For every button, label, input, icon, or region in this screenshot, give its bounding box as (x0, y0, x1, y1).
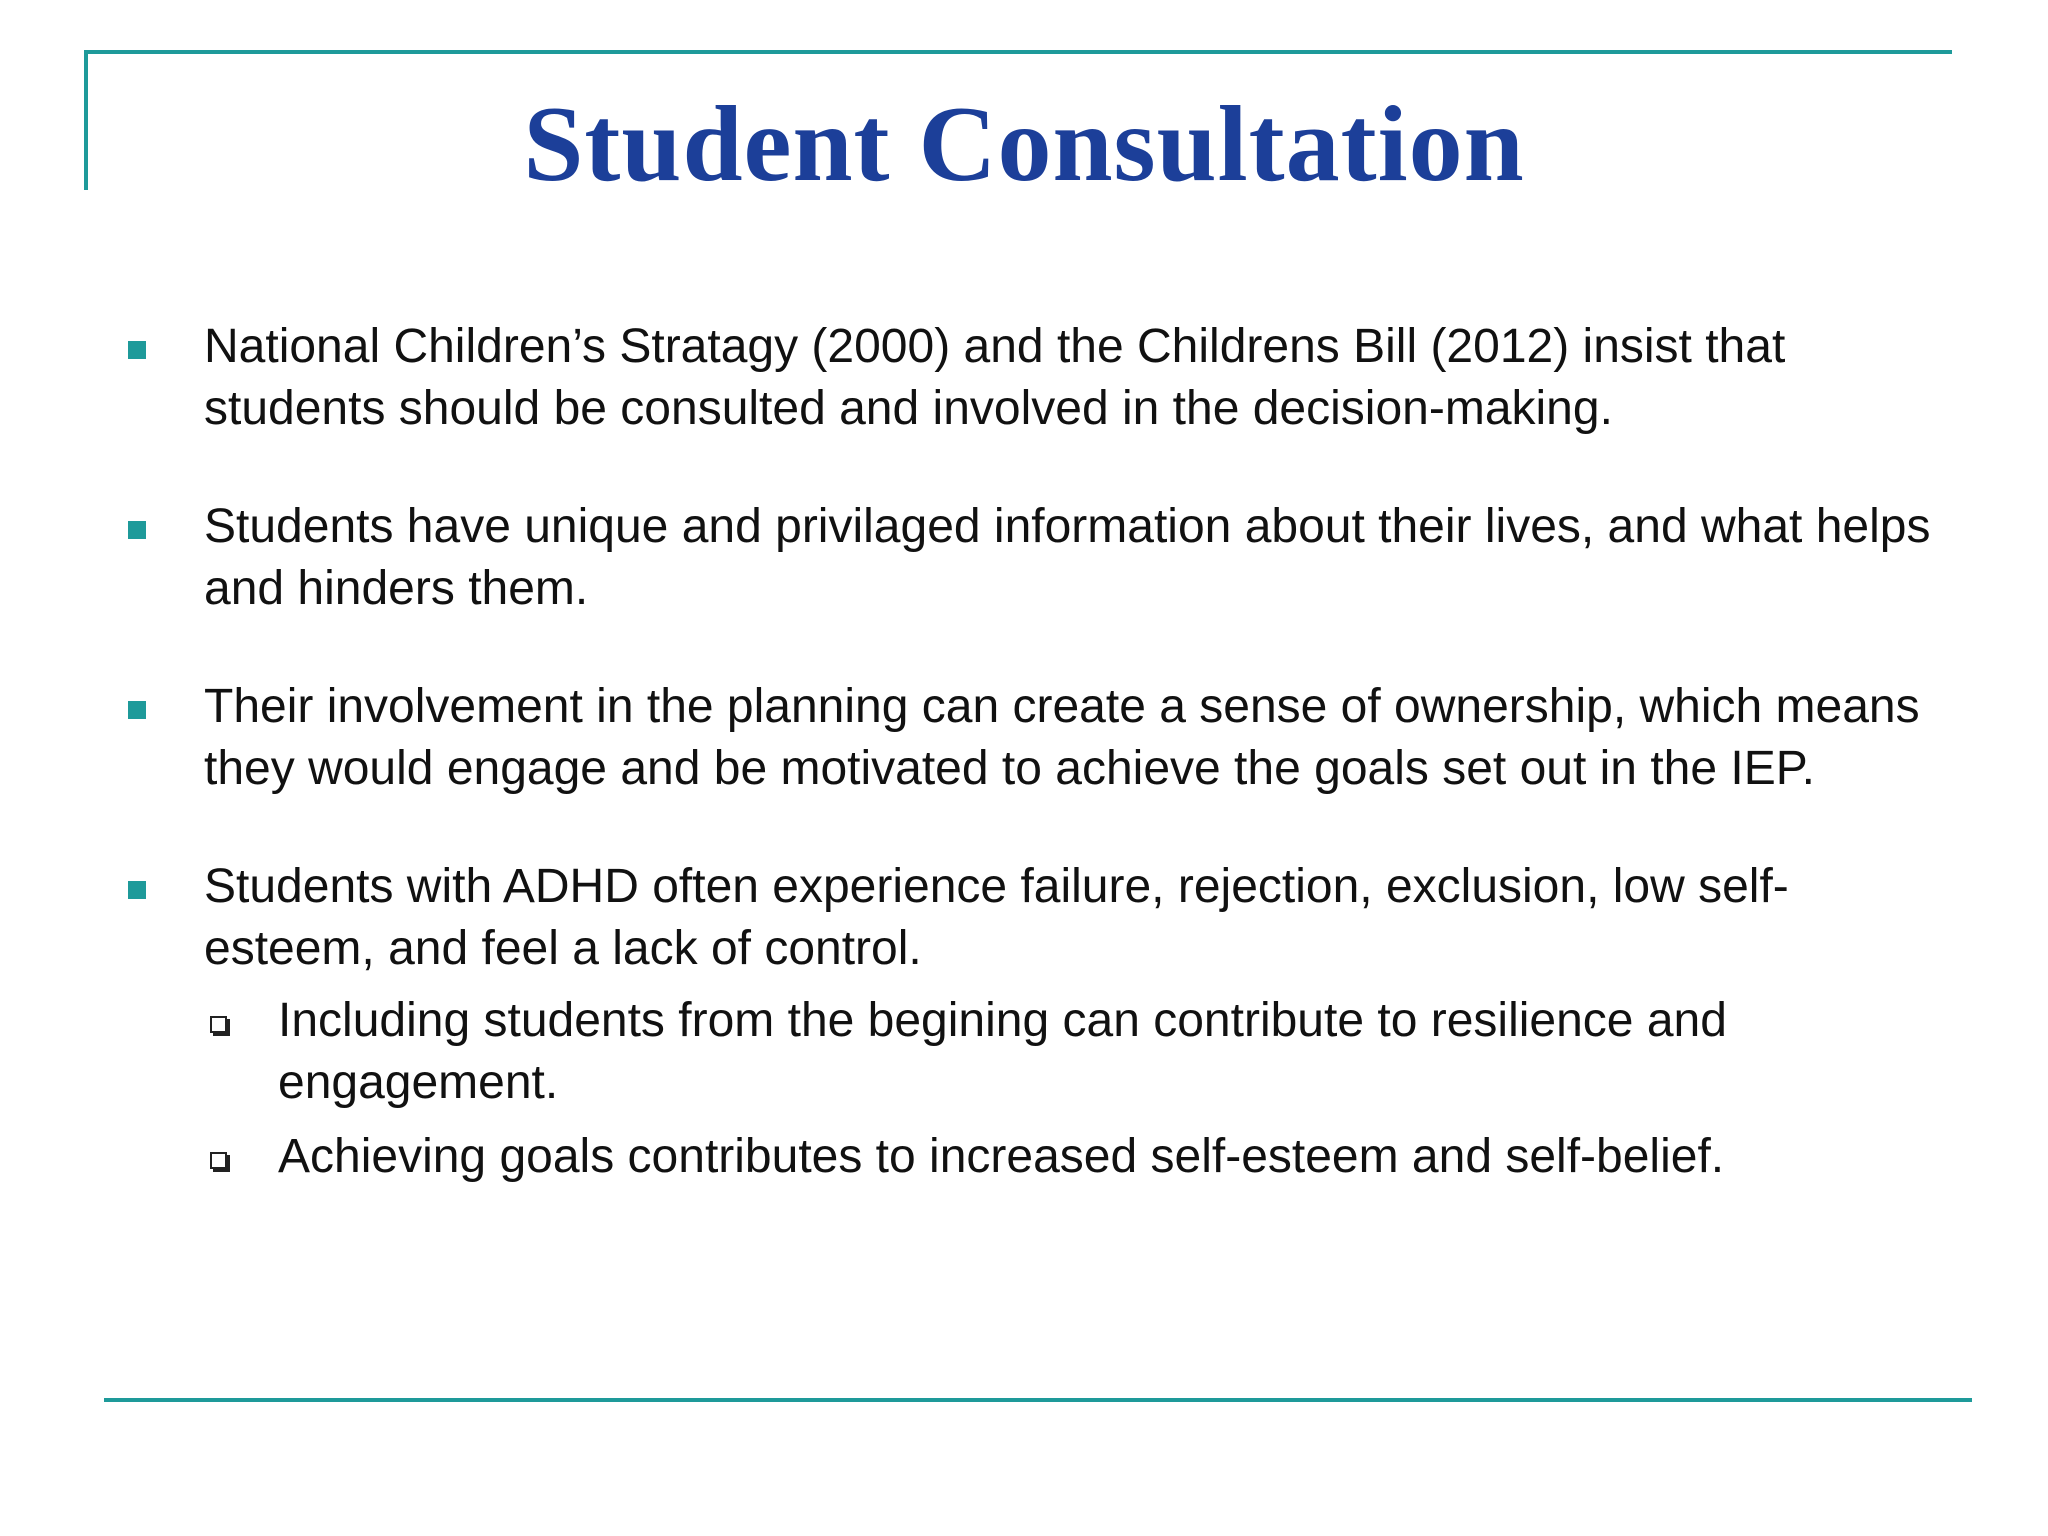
top-border-line (84, 50, 1952, 54)
sub-bullet-item (204, 1126, 1944, 1188)
square-bullet-icon (128, 521, 146, 539)
sub-bullet-text: Including students from the begining can contribute to resilience and engagement. (278, 994, 1727, 1109)
slide-title: Student Consultation (523, 85, 1525, 204)
bullet-text: Their involvement in the planning can create a sense of ownership, which means they would engage and be motivated to achieve the goals set out in the IEP. (204, 680, 1920, 795)
square-bullet-icon (128, 341, 146, 359)
bullet-item (124, 676, 1944, 800)
sub-bullet-item (204, 990, 1944, 1114)
square-bullet-icon (128, 881, 146, 899)
hollow-square-bullet-icon (210, 1016, 227, 1033)
bottom-border-line (104, 1398, 1972, 1402)
bullet-list (124, 316, 1944, 1200)
square-bullet-icon (128, 701, 146, 719)
bullet-item (124, 856, 1944, 1188)
bullet-text: National Children’s Stratagy (2000) and the Childrens Bill (2012) insist that students should be consulted and involved in the decision-making. (204, 320, 1786, 435)
bullet-text: Students have unique and privilaged information about their lives, and what helps and hinders them. (204, 500, 1931, 615)
bullet-text: Students with ADHD often experience failure, rejection, exclusion, low self-esteem, and feel a lack of control. (204, 860, 1789, 975)
sub-bullet-list (204, 990, 1944, 1188)
bullet-item (124, 496, 1944, 620)
bullet-item (124, 316, 1944, 440)
sub-bullet-text: Achieving goals contributes to increased self-esteem and self-belief. (278, 1130, 1725, 1183)
hollow-square-bullet-icon (210, 1152, 227, 1169)
